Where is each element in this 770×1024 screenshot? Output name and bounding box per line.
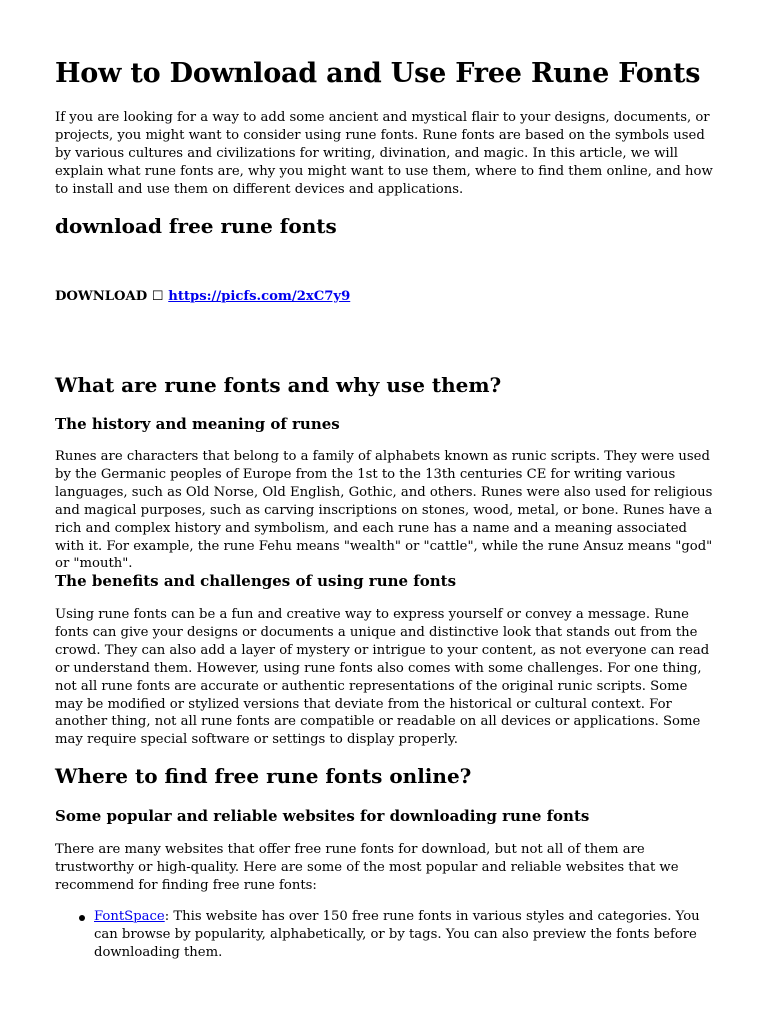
list-item-text: : This website has over 150 free rune fonts in various styles and categories. You can browse by popularity, alphabetically, or by tags. You can also preview the fonts before downloading them. [94, 909, 700, 960]
history-paragraph: Runes are characters that belong to a family of alphabets known as runic scripts. They were used by the Germanic peoples of Europe from the 1st to the 13th centuries CE for writing various languages, such as Old Norse, Old English, Gothic, and others. Runes were also used for religious and magical purposes, such as carving inscriptions on stones, wood, metal, or bone. Runes have a rich and complex history and symbolism, and each rune has a name and a meaning associated with it. For example, the rune Fehu means "wealth" or "cattle", while the rune Ansuz means "god" or "mouth". [55, 449, 713, 572]
where-heading: Where to find free rune fonts online? [55, 764, 472, 788]
benefits-heading: The benefits and challenges of using rune fonts [55, 572, 457, 590]
sites-heading: Some popular and reliable websites for downloading rune fonts [55, 807, 590, 825]
download-heading: download free rune fonts [55, 214, 337, 238]
benefits-paragraph: Using rune fonts can be a fun and creative way to express yourself or convey a message. Rune fonts can give your designs or documents a unique and distinctive look that stands out from the crowd. They can also add a layer of mystery or intrigue to your content, as not everyone can read or understand them. However, using rune fonts also comes with some challenges. For one thing, not all rune fonts are accurate or authentic representations of the original runic scripts. Some may be modified or stylized versions that deviate from the historical or cultural context. For another thing, not all rune fonts are compatible or readable on all devices or applications. Some may require special software or settings to display properly. [55, 607, 710, 748]
download-label: DOWNLOAD [55, 289, 148, 304]
fontspace-link[interactable]: FontSpace [94, 909, 165, 924]
download-link[interactable]: https://picfs.com/2xC7y9 [168, 289, 351, 304]
history-heading: The history and meaning of runes [55, 415, 340, 433]
sites-paragraph: There are many websites that offer free rune fonts for download, but not all of them are trustworthy or high-quality. Here are some of the most popular and reliable websites that we recommend for finding free rune fonts: [55, 842, 679, 893]
bullet-icon [79, 915, 85, 921]
what-heading: What are rune fonts and why use them? [55, 373, 502, 397]
intro-paragraph: If you are looking for a way to add some ancient and mystical flair to your designs, documents, or projects, you might want to consider using rune fonts. Rune fonts are based on the symbols used by various cultures and civilizations for writing, divination, and magic. In this article, we will explain what rune fonts are, why you might want to use them, where to find them online, and how to install and use them on different devices and applications. [55, 110, 713, 197]
sites-list [55, 908, 715, 962]
placeholder-box-icon: ☐ [151, 289, 164, 304]
list-item [94, 908, 715, 962]
page-title: How to Download and Use Free Rune Fonts [55, 58, 701, 89]
download-line [55, 289, 350, 304]
